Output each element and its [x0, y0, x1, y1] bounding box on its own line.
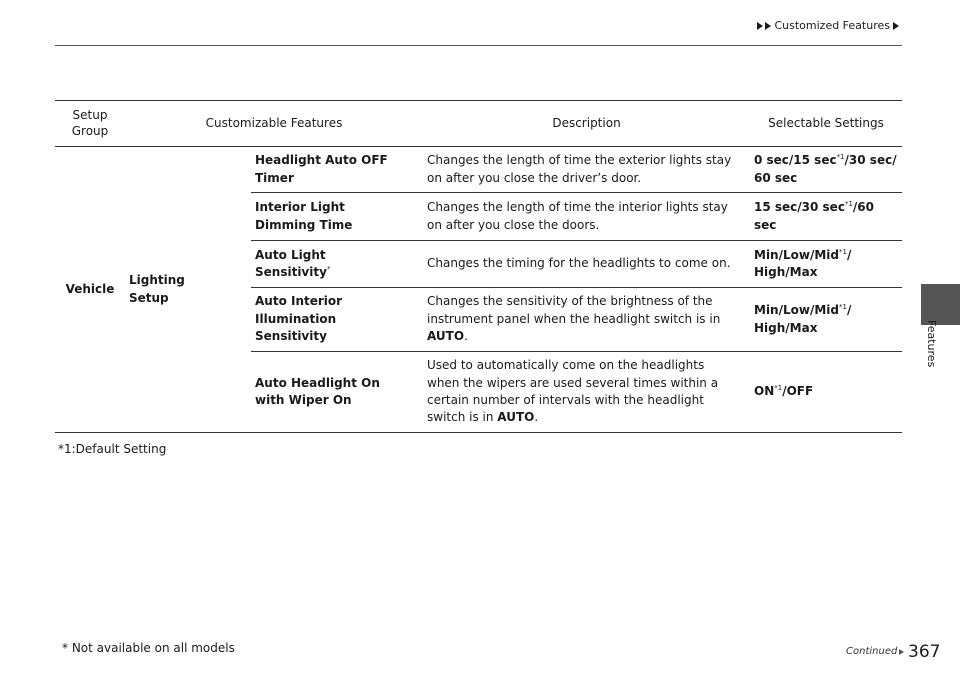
column-header-setup-group: Setup Group — [55, 101, 125, 147]
default-marker: *1 — [838, 303, 847, 312]
settings-cell — [750, 193, 902, 241]
feature-text: Auto Light Sensitivity — [255, 247, 327, 279]
breadcrumb — [756, 19, 900, 32]
feature-cell — [251, 241, 423, 288]
triangle-right-icon — [899, 649, 904, 655]
feature-cell: Auto Headlight On with Wiper On — [251, 352, 423, 433]
continued-text: Continued — [846, 646, 898, 657]
settings-text: /60 sec — [754, 200, 874, 232]
settings-text: ON — [754, 384, 775, 399]
description-cell: Changes the timing for the headlights to come on. — [423, 241, 750, 288]
page-number: 367 — [908, 642, 941, 662]
availability-note: * Not available on all models — [62, 641, 235, 655]
side-tab-label: Features — [925, 320, 938, 368]
description-cell: Changes the length of time the exterior lights stay on after you close the driver’s door. — [423, 147, 750, 193]
settings-cell — [750, 352, 902, 433]
default-marker: *1 — [838, 247, 847, 256]
settings-text: / High/Max — [754, 247, 852, 279]
description-bold: AUTO — [497, 410, 535, 425]
default-marker: *1 — [844, 200, 853, 209]
continued-label — [846, 646, 905, 657]
column-header-description: Description — [423, 101, 750, 147]
description-cell — [423, 352, 750, 433]
table-row — [55, 147, 902, 193]
feature-cell: Headlight Auto OFF Timer — [251, 147, 423, 193]
triangle-right-icon — [765, 22, 771, 30]
triangle-right-icon — [893, 22, 899, 30]
settings-text: Min/Low/Mid — [754, 303, 839, 318]
settings-text: Min/Low/Mid — [754, 247, 839, 262]
description-text: Changes the sensitivity of the brightness of the instrument panel when the headlight switch is in — [427, 294, 721, 326]
settings-cell — [750, 288, 902, 352]
column-header-selectable-settings: Selectable Settings — [750, 101, 902, 147]
description-bold: AUTO — [427, 329, 465, 344]
description-cell — [423, 288, 750, 352]
description-end: . — [534, 410, 539, 425]
settings-text: 15 sec/30 sec — [754, 200, 845, 215]
settings-text: /OFF — [782, 384, 814, 399]
settings-text: 0 sec/15 sec — [754, 153, 837, 168]
column-header-customizable-features: Customizable Features — [125, 101, 423, 147]
header-rule — [55, 45, 902, 46]
triangle-right-icon — [757, 22, 763, 30]
default-marker: *1 — [836, 153, 845, 162]
feature-cell: Interior Light Dimming Time — [251, 193, 423, 241]
settings-cell — [750, 241, 902, 288]
default-setting-footnote: *1:Default Setting — [58, 442, 167, 456]
setup-group-cell: Vehicle — [55, 147, 125, 433]
side-tab — [921, 284, 960, 325]
table-header-row — [55, 101, 902, 147]
breadcrumb-label: Customized Features — [774, 19, 890, 32]
customizable-features-table — [55, 100, 902, 433]
description-cell: Changes the length of time the interior lights stay on after you close the doors. — [423, 193, 750, 241]
settings-text: / High/Max — [754, 303, 852, 335]
subgroup-cell: Lighting Setup — [125, 147, 251, 433]
default-marker: *1 — [774, 384, 783, 393]
side-tab-label-wrap — [924, 320, 944, 380]
feature-cell: Auto Interior Illumination Sensitivity — [251, 288, 423, 352]
description-text: Used to automatically come on the headlights when the wipers are used several times within a certain number of intervals with the headlight switch is in — [427, 358, 719, 425]
not-all-models-marker: * — [326, 265, 331, 273]
settings-cell — [750, 147, 902, 193]
settings-text: /30 sec/ 60 sec — [754, 153, 897, 185]
description-end: . — [464, 329, 468, 344]
